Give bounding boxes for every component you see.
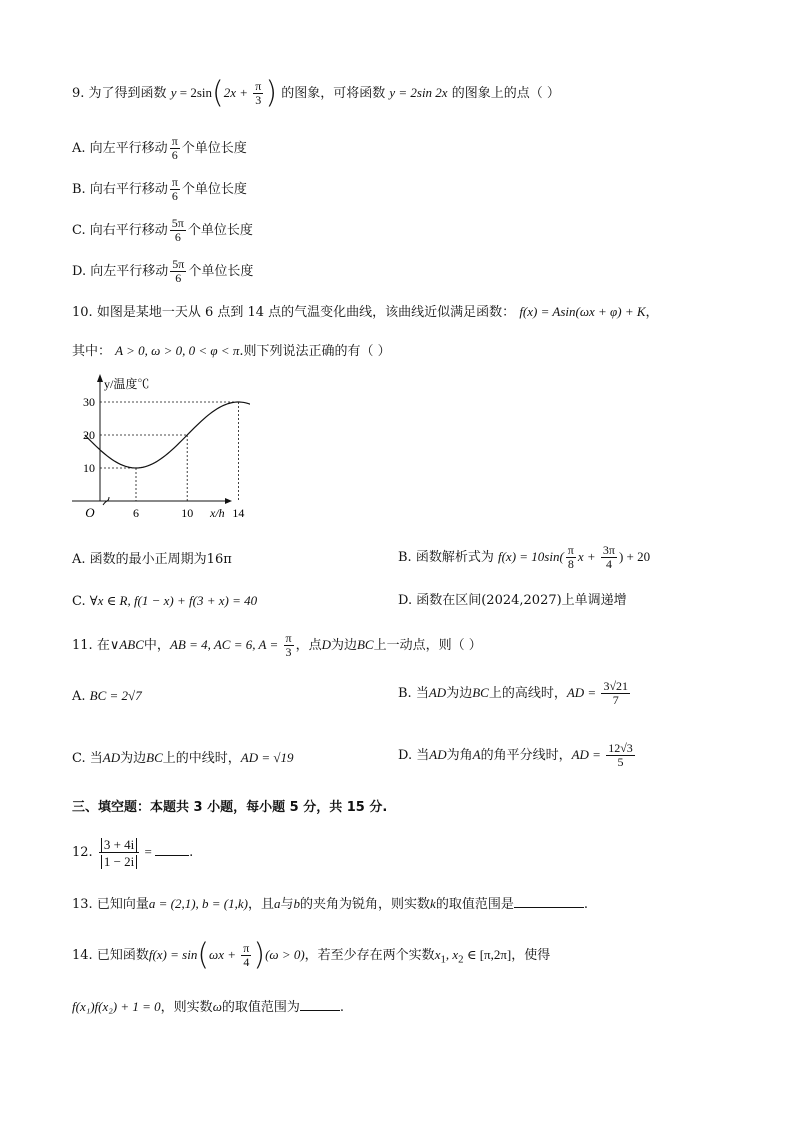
answer-blank[interactable]	[300, 998, 340, 1011]
question-number: 12.	[72, 845, 93, 861]
option-label: D.	[398, 593, 413, 608]
question-text: ，且	[247, 897, 274, 912]
formula: ) + 20	[618, 549, 651, 564]
fraction: $\frac{\pi}{4}$	[243, 941, 250, 969]
option-text: 向左平行移动	[90, 264, 169, 279]
question-text: 的图象上的点（ ）	[451, 86, 560, 101]
question-text: ，则实数	[160, 1000, 213, 1015]
fraction: $\frac{5\pi}{6}$	[172, 257, 185, 285]
option-text: 当	[415, 686, 429, 701]
option-text: 当	[89, 751, 103, 766]
paren-right: )	[253, 937, 266, 973]
question-number: 9.	[72, 86, 85, 101]
q11-option-d[interactable]	[398, 742, 637, 769]
fraction: $\frac{\pi}{3}$	[255, 79, 262, 107]
option-text: 函数在区间(2024,2027)上单调递增	[416, 593, 627, 608]
option-label: B.	[398, 550, 412, 565]
formula: f(x) = sin	[148, 947, 198, 962]
question-10-conditions	[72, 341, 391, 362]
option-c[interactable]	[72, 217, 253, 244]
q10-option-d[interactable]	[398, 591, 627, 611]
paren-left: (	[197, 937, 210, 973]
option-label: C.	[72, 223, 86, 238]
origin-label: O	[85, 505, 95, 520]
question-text: 的夹角为锐角，则实数	[300, 897, 431, 912]
formula: f(x) = 10sin(	[497, 549, 564, 564]
formula: =	[141, 844, 156, 860]
option-label: C.	[72, 751, 86, 766]
formula: D	[321, 637, 331, 652]
paren-left: (	[212, 75, 224, 111]
q11-option-b[interactable]	[398, 680, 632, 707]
fraction: $\frac{3√21}{7}$	[603, 679, 629, 707]
formula: AB = 4, AC = 6, A =	[169, 637, 282, 652]
question-text: 中，	[143, 638, 170, 653]
question-text: .则下列说法正确的有（ ）	[239, 344, 391, 359]
question-text: ，点	[295, 638, 322, 653]
formula: b	[293, 896, 301, 911]
formula: ωx +	[209, 947, 240, 962]
absolute-value: 3 + 4i	[101, 838, 137, 852]
option-text: 上的中线时，	[162, 751, 241, 766]
question-number: 10.	[72, 305, 93, 320]
option-text: 函数解析式为	[415, 550, 494, 565]
question-11-stem	[72, 632, 482, 659]
punctuation: .	[583, 897, 588, 912]
formula: AD	[429, 747, 447, 762]
formula: = 2sin	[176, 85, 212, 100]
option-d[interactable]	[72, 258, 253, 285]
formula: x +	[577, 549, 599, 564]
question-text: 为边	[330, 638, 357, 653]
formula: y = 2sin 2x	[389, 85, 448, 100]
section-heading: 三、填空题：本题共 3 小题，每小题 5 分，共 15 分.	[72, 800, 388, 815]
x-tick-label: 10	[181, 506, 194, 520]
question-text: 为了得到函数	[88, 86, 167, 101]
question-14-line1	[72, 937, 551, 973]
question-13	[72, 894, 588, 915]
formula: AD =	[571, 747, 605, 762]
formula: AD =	[566, 685, 600, 700]
question-14-line2	[72, 997, 344, 1018]
option-text: 个单位长度	[181, 182, 247, 197]
subscript: 2	[458, 953, 464, 966]
punctuation: .	[189, 845, 194, 861]
formula: y	[170, 85, 177, 100]
question-10-stem	[72, 302, 659, 323]
option-text: 个单位长度	[181, 141, 247, 156]
fraction: $\frac{3\pi}{4}$	[602, 543, 615, 571]
formula: ∨ABC	[109, 637, 144, 652]
answer-blank[interactable]	[514, 895, 584, 908]
formula: AD	[102, 750, 121, 765]
option-text: 为角	[446, 748, 473, 763]
formula: ∀x ∈ R, f(1 − x) + f(3 + x) = 40	[89, 593, 258, 608]
paren-right: )	[265, 75, 278, 111]
question-text: 上一动点，则（ ）	[373, 638, 482, 653]
formula: f(x₁)f(x₂) + 1 = 0	[72, 999, 161, 1014]
subscript: 1	[440, 953, 446, 966]
option-text: 当	[416, 748, 430, 763]
y-axis-label: y/温度℃	[104, 377, 150, 391]
formula: f(x) = Asin(ωx + φ) + K	[519, 304, 646, 319]
answer-blank[interactable]	[155, 843, 189, 856]
formula: , x	[445, 947, 459, 962]
punctuation: ，	[645, 305, 659, 320]
option-label: A.	[72, 552, 86, 567]
absolute-value: 1 − 2i	[101, 855, 137, 869]
q10-option-c[interactable]	[72, 591, 257, 612]
formula: BC	[356, 637, 374, 652]
formula: ω	[212, 999, 222, 1014]
formula: a	[274, 896, 281, 911]
x-axis-label: x/h	[210, 506, 225, 520]
y-tick-label: 20	[83, 428, 95, 442]
question-text: 已知向量	[96, 897, 149, 912]
option-label: D.	[398, 748, 413, 763]
formula: k	[430, 896, 436, 911]
q11-option-a[interactable]	[72, 686, 142, 707]
temperature-chart	[60, 370, 250, 530]
question-text: ，使得	[511, 948, 551, 963]
formula: A	[472, 747, 481, 762]
question-text: 的取值范围为	[221, 1000, 300, 1015]
question-text: 在	[96, 638, 110, 653]
punctuation: .	[339, 1000, 345, 1015]
formula: BC = 2√7	[89, 688, 142, 703]
option-text: 个单位长度	[187, 223, 253, 238]
formula: x	[434, 947, 441, 962]
question-text: 已知函数	[96, 948, 149, 963]
option-a[interactable]	[72, 135, 247, 162]
formula: (ω > 0)	[265, 947, 305, 962]
q10-option-a[interactable]	[72, 550, 232, 570]
option-text: 函数的最小正周期为16π	[89, 552, 232, 567]
option-text: 为边	[120, 751, 147, 766]
fraction: $\frac{\pi}{3}$	[285, 631, 292, 659]
option-text: 向左平行移动	[89, 141, 168, 156]
y-tick-label: 10	[83, 461, 95, 475]
option-text: 个单位长度	[188, 264, 254, 279]
question-text: 与	[280, 897, 294, 912]
option-label: D.	[72, 264, 87, 279]
q11-option-c[interactable]	[72, 748, 294, 769]
y-tick-label: 30	[83, 395, 95, 409]
question-text: 的图象，可将函数	[281, 86, 386, 101]
option-label: B.	[398, 686, 412, 701]
option-text: 为边	[446, 686, 473, 701]
option-text: 上的高线时，	[488, 686, 567, 701]
fraction	[99, 836, 139, 869]
option-text: 向右平行移动	[89, 223, 168, 238]
formula: BC	[472, 685, 489, 700]
y-axis-arrow	[97, 374, 103, 382]
option-text: 的角平分线时，	[480, 748, 572, 763]
question-text: 如图是某地一天从 6 点到 14 点的气温变化曲线，该曲线近似满足函数：	[96, 305, 516, 320]
fraction: $\frac{5\pi}{6}$	[171, 216, 184, 244]
question-number: 11.	[72, 638, 93, 653]
question-text: 的取值范围是	[435, 897, 514, 912]
option-label: A.	[72, 141, 86, 156]
fraction: $\frac{\pi}{6}$	[171, 134, 178, 162]
question-number: 13.	[72, 897, 93, 912]
q10-option-b[interactable]	[398, 544, 650, 571]
x-axis-arrow	[225, 498, 232, 504]
formula: 2x +	[223, 85, 252, 100]
formula: a = (2,1), b = (1,k)	[148, 896, 248, 911]
formula: AD = √19	[240, 750, 294, 765]
x-tick-label: 14	[232, 506, 245, 520]
option-label: B.	[72, 182, 86, 197]
formula: BC	[146, 750, 163, 765]
fraction: $\frac{\pi}{8}$	[567, 543, 574, 571]
question-number: 14.	[72, 948, 93, 963]
option-b[interactable]	[72, 176, 247, 203]
question-text: ，若至少存在两个实数	[304, 948, 435, 963]
question-text: 其中：	[72, 344, 112, 359]
x-tick-label: 6	[133, 506, 139, 520]
option-label: A.	[72, 689, 86, 704]
formula: AD	[428, 685, 447, 700]
formula: A > 0, ω > 0, 0 < φ < π	[115, 343, 240, 358]
formula: ∈ [π,2π]	[463, 947, 512, 962]
question-12	[72, 836, 193, 869]
fraction: $\frac{\pi}{6}$	[171, 175, 178, 203]
fraction: $\frac{12√3}{5}$	[608, 741, 633, 769]
option-label: C.	[72, 594, 86, 609]
option-text: 向右平行移动	[89, 182, 168, 197]
question-9-stem	[72, 75, 560, 111]
